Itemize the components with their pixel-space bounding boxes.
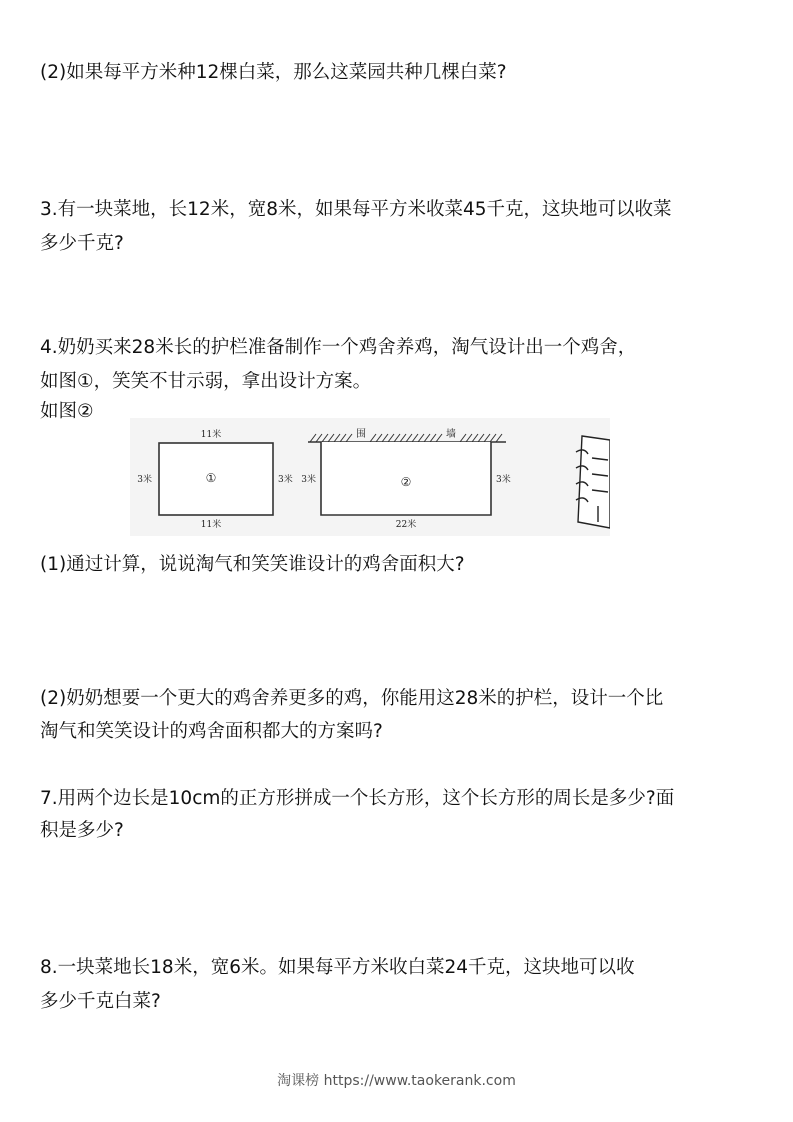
rect2-bottom-label: 22米 xyxy=(395,520,417,530)
footer-watermark: 淘课榜 https://www.taokerank.com xyxy=(277,1073,516,1089)
rect1-left-label: 3米 xyxy=(137,475,152,485)
rect1-top-label: 11米 xyxy=(200,430,222,440)
question-7-line-2: 积是多少? xyxy=(40,820,124,841)
notebook-icon xyxy=(576,436,610,528)
question-4-part-2-line-2: 淘气和笑笑设计的鸡舍面积都大的方案吗? xyxy=(40,721,383,742)
question-3-line-2: 多少千克? xyxy=(40,233,124,254)
question-3-line-1: 3.有一块菜地，长12米，宽8米，如果每平方米收菜45千克，这块地可以收菜 xyxy=(40,199,672,220)
chicken-coop-figure xyxy=(130,418,610,536)
question-2-part-2: (2)如果每平方米种12棵白菜，那么这菜园共种几棵白菜? xyxy=(40,62,507,83)
question-4-line-3: 如图② xyxy=(40,401,94,422)
rect2-left-label: 3米 xyxy=(301,475,316,485)
question-8-line-1: 8.一块菜地长18米，宽6米。如果每平方米收白菜24千克，这块地可以收 xyxy=(40,957,635,978)
question-8-line-2: 多少千克白菜? xyxy=(40,991,161,1012)
question-4-part-2-line-1: (2)奶奶想要一个更大的鸡舍养更多的鸡，你能用这28米的护栏，设计一个比 xyxy=(40,688,664,709)
wall-char-2: 墙 xyxy=(446,429,456,440)
rect1-mark: ① xyxy=(205,471,217,485)
question-7-line-1: 7.用两个边长是10cm的正方形拼成一个长方形，这个长方形的周长是多少?面 xyxy=(40,788,675,809)
rect2-mark: ② xyxy=(400,475,412,489)
wall-char-1: 围 xyxy=(356,429,366,440)
rect2-right-label: 3米 xyxy=(496,475,511,485)
rect1-right-label: 3米 xyxy=(278,475,293,485)
rect1-bottom-label: 11米 xyxy=(200,520,222,530)
question-4-part-1: (1)通过计算，说说淘气和笑笑谁设计的鸡舍面积大? xyxy=(40,554,465,575)
question-4-line-2: 如图①，笑笑不甘示弱，拿出设计方案。 xyxy=(40,371,372,392)
question-4-line-1: 4.奶奶买来28米长的护栏准备制作一个鸡舍养鸡，淘气设计出一个鸡舍， xyxy=(40,337,637,358)
